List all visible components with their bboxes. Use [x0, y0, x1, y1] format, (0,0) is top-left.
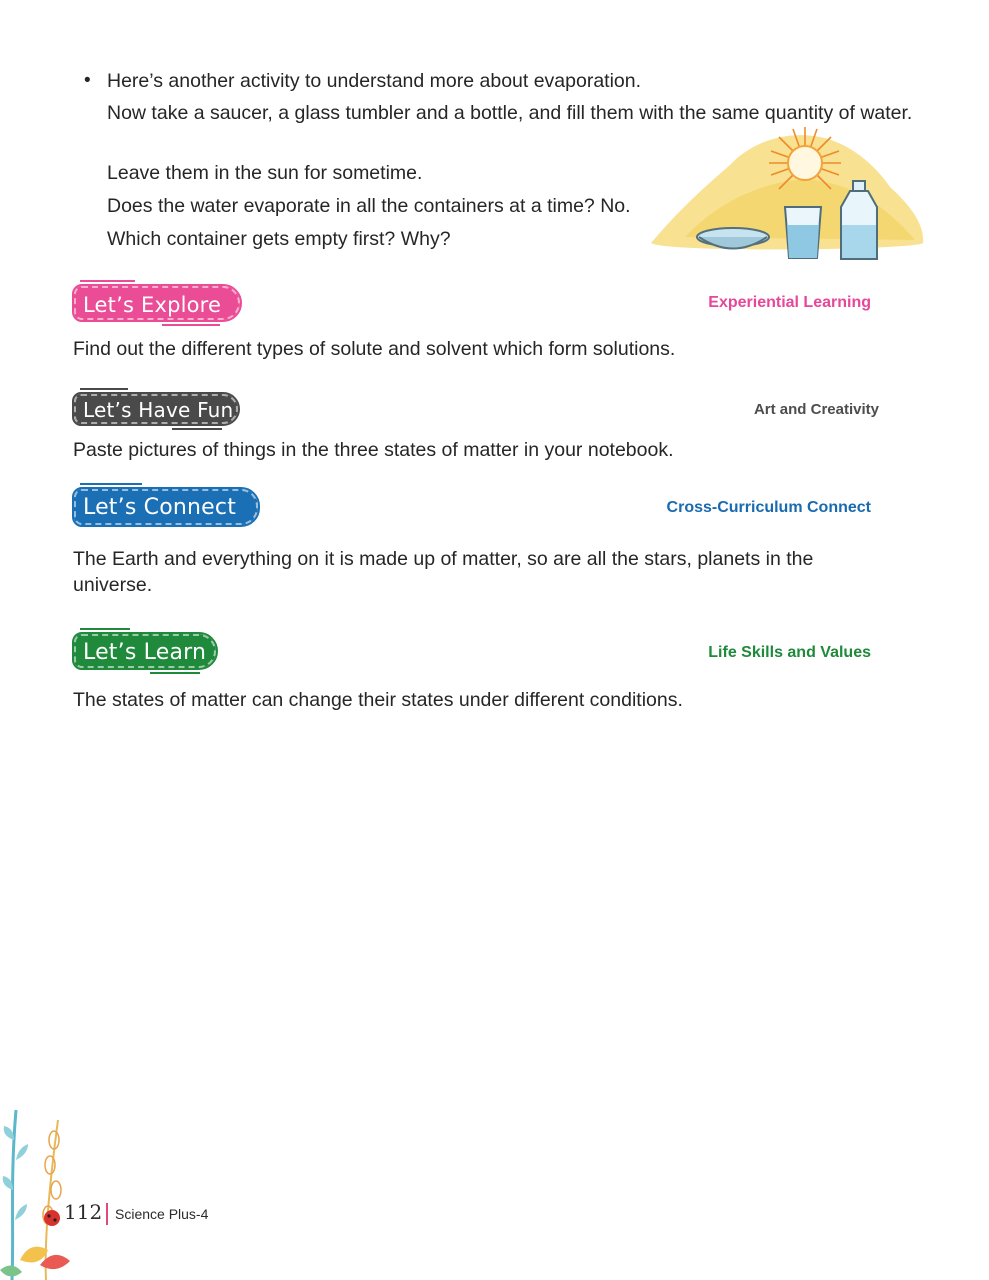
activity-step-fill: Now take a saucer, a glass tumbler and a bottle, and fill them with the same quantity of water.: [107, 102, 913, 124]
lets-have-fun-text: Paste pictures of things in the three states of matter in your notebook.: [73, 439, 674, 461]
lets-learn-tag: [74, 634, 216, 668]
lets-learn-text: The states of matter can change their states under different conditions.: [73, 689, 683, 711]
activity-question-2: Which container gets empty first? Why?: [107, 228, 451, 250]
activity-question-1: Does the water evaporate in all the containers at a time? No.: [107, 195, 631, 217]
decorative-line: [80, 483, 142, 485]
art-and-creativity-category: Art and Creativity: [753, 401, 879, 418]
activity-intro: Here’s another activity to understand more about evaporation.: [107, 70, 642, 92]
glass-tumbler-icon: [785, 207, 821, 258]
lets-explore-tag: [74, 286, 240, 320]
experiential-learning-category: Experiential Learning: [708, 294, 871, 311]
page-number: 112: [64, 1200, 103, 1224]
bullet-marker: •: [84, 70, 91, 91]
book-title: Science Plus-4: [115, 1206, 209, 1222]
lets-have-fun-tag: [74, 394, 238, 424]
cross-curriculum-connect-category: Cross-Curriculum Connect: [666, 499, 871, 516]
lets-learn-label: Let’s Learn: [83, 640, 207, 665]
lets-have-fun-label: Let’s Have Fun: [83, 398, 234, 422]
footer-divider: [106, 1203, 108, 1225]
lets-explore-label: Let’s Explore: [83, 293, 222, 317]
sun-saucer-glass-bottle-illustration: [645, 125, 927, 273]
lets-connect-label: Let’s Connect: [83, 495, 237, 520]
decorative-line: [80, 628, 130, 630]
decorative-line: [172, 428, 222, 430]
decorative-line: [80, 280, 135, 282]
lets-explore-text: Find out the different types of solute and solvent which form solutions.: [73, 338, 676, 360]
decorative-line: [80, 388, 128, 390]
decorative-line: [150, 672, 200, 674]
decorative-line: [162, 324, 220, 326]
lets-connect-tag: [74, 489, 258, 525]
activity-step-sun: Leave them in the sun for sometime.: [107, 162, 423, 184]
lets-connect-text: The Earth and everything on it is made up of matter, so are all the stars, planets in the universe.: [73, 548, 814, 596]
floral-decoration: [0, 1100, 80, 1280]
life-skills-and-values-category: Life Skills and Values: [708, 644, 871, 661]
